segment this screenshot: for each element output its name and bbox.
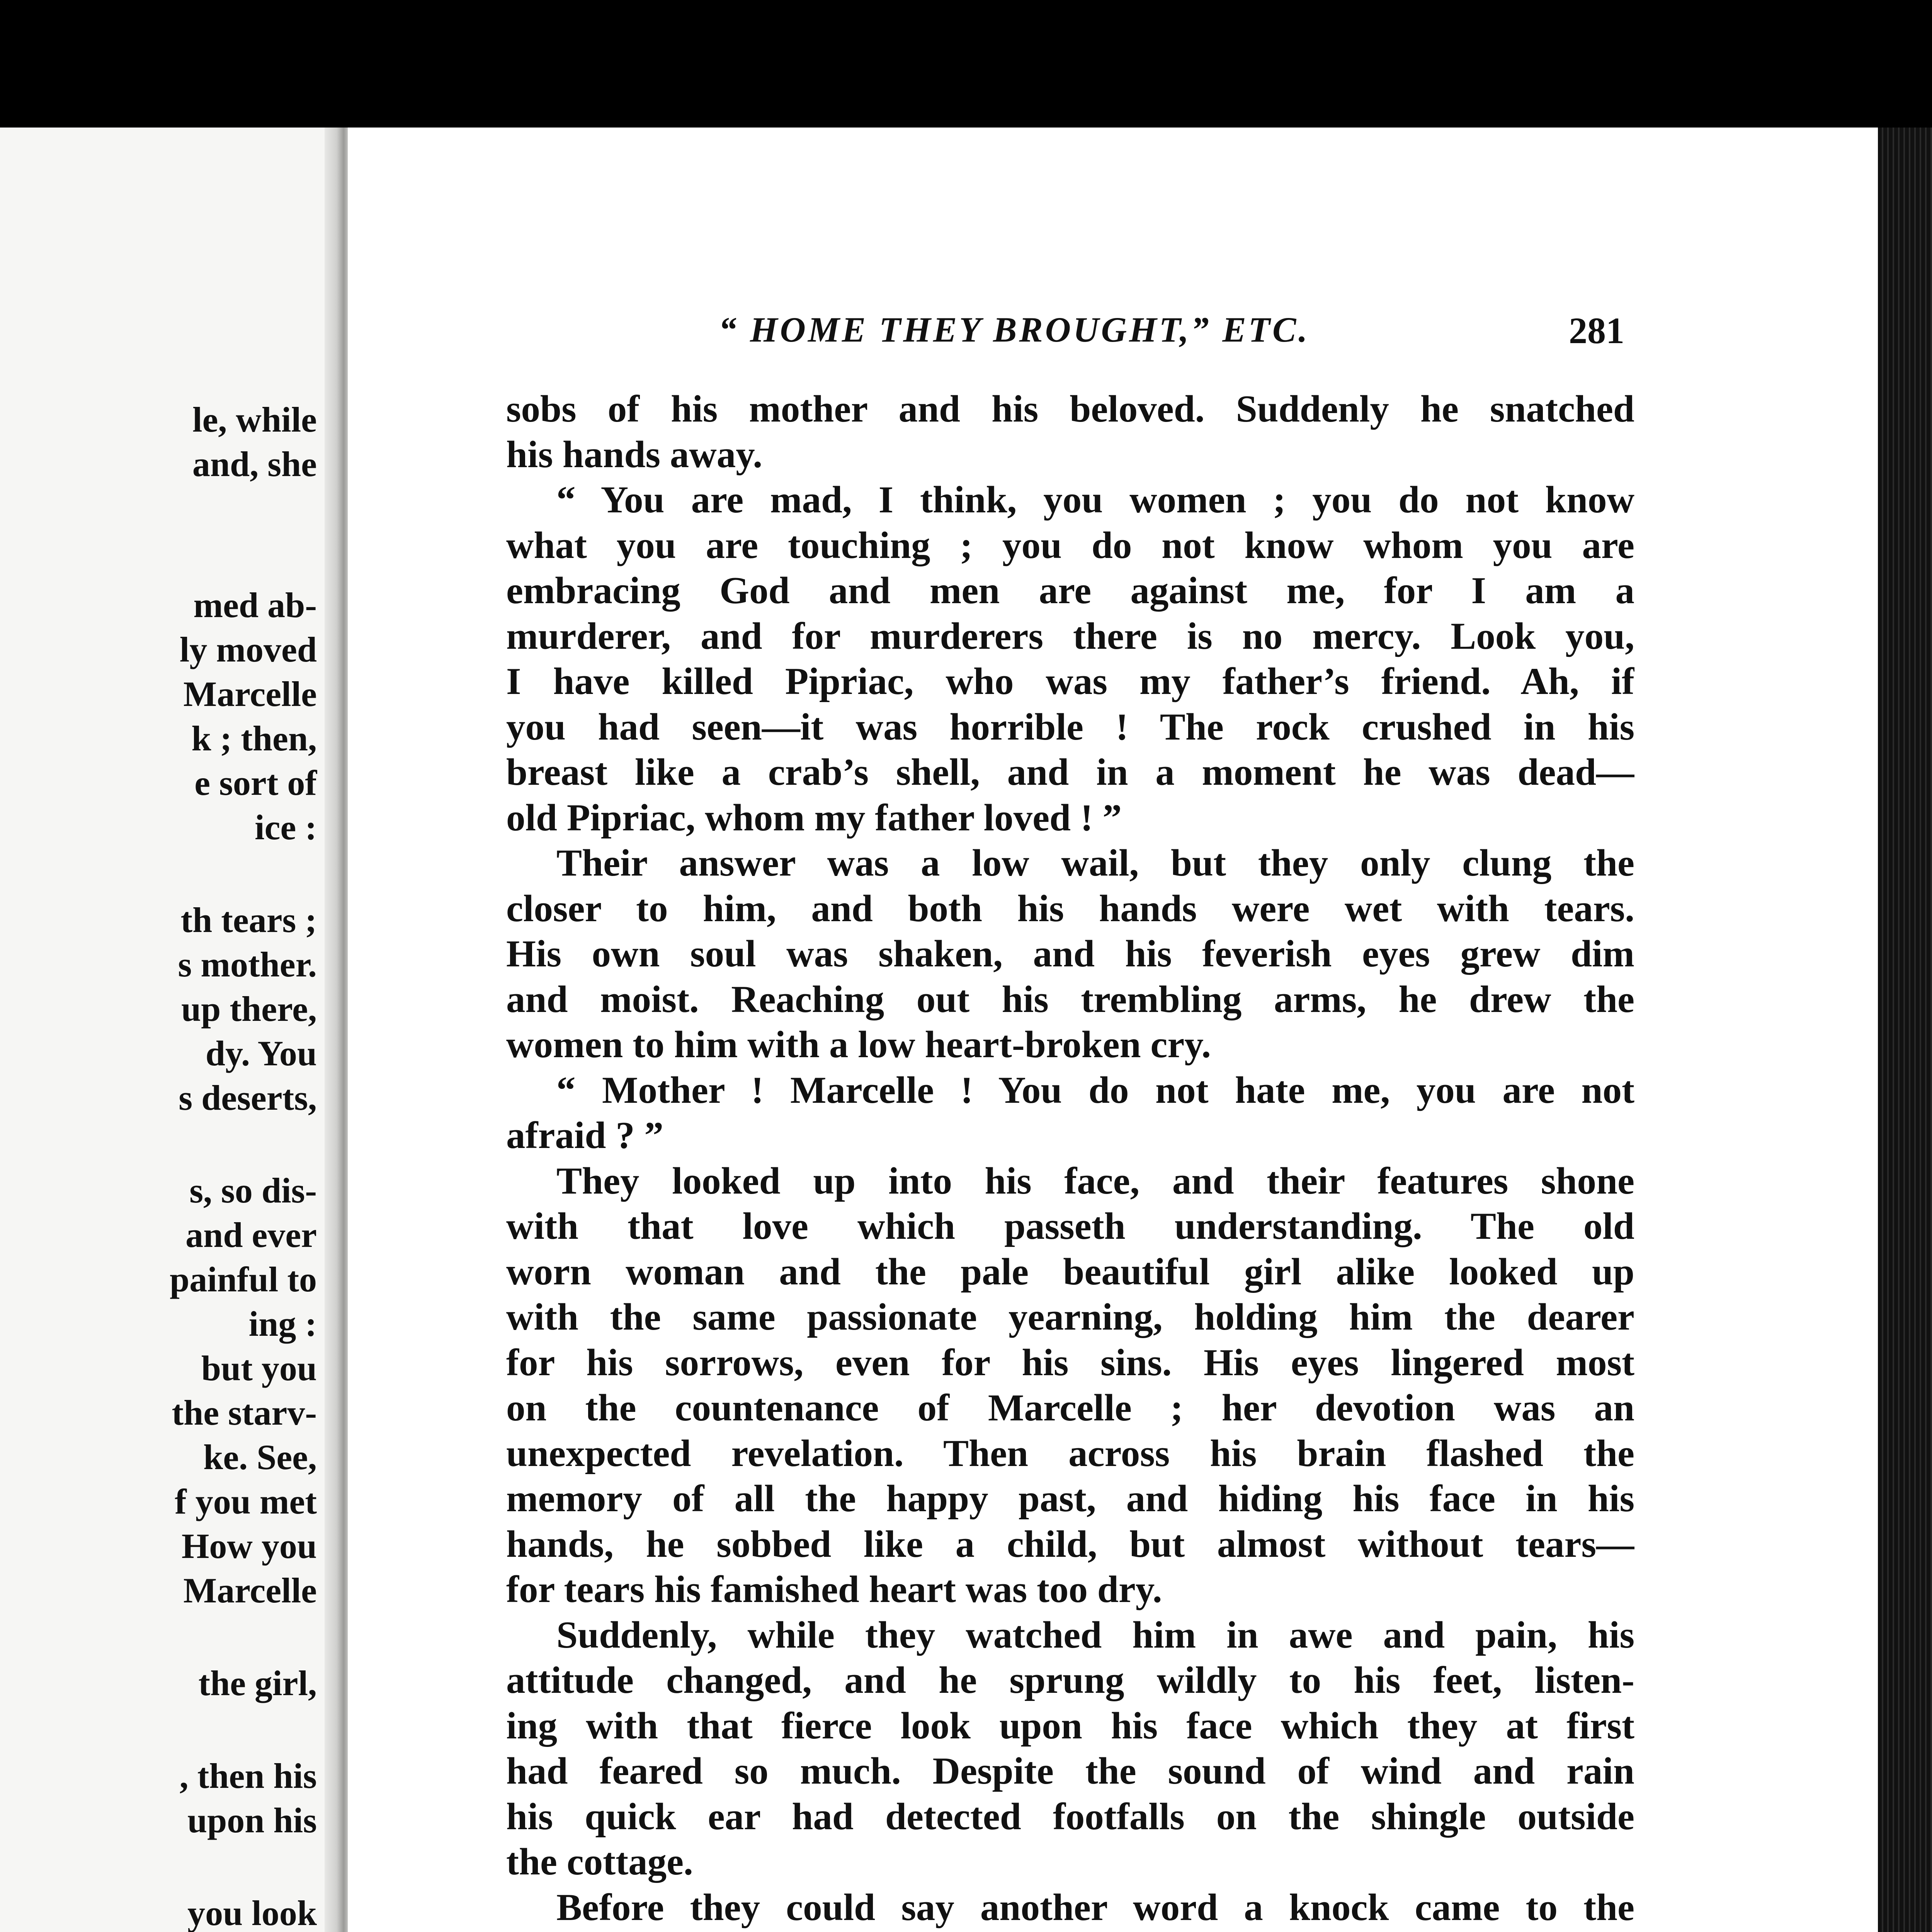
text-line: on the countenance of Marcelle ; her devotion was an xyxy=(506,1387,1634,1429)
left-page-fragment: upon his xyxy=(187,1801,317,1840)
left-page-fragment: ly moved xyxy=(179,630,317,669)
text-line: his hands away. xyxy=(506,433,763,476)
left-page-fragment: th tears ; xyxy=(180,900,317,940)
text-line: the cottage. xyxy=(506,1841,693,1883)
text-line: ing with that fierce look upon his face which they at first xyxy=(506,1704,1634,1747)
text-line: worn woman and the pale beautiful girl alike looked up xyxy=(506,1250,1634,1293)
left-page-fragment: up there, xyxy=(181,989,317,1029)
text-line: Suddenly, while they watched him in awe and pain, his xyxy=(556,1614,1634,1656)
left-page-fragment: and, she xyxy=(192,444,317,484)
text-line: hands, he sobbed like a child, but almost without tears— xyxy=(506,1523,1634,1565)
left-page-fragment: med ab- xyxy=(193,585,317,625)
text-line: closer to him, and both his hands were wet with tears. xyxy=(506,887,1634,930)
text-line: afraid ? ” xyxy=(506,1114,663,1156)
text-line: His own soul was shaken, and his feverish eyes grew dim xyxy=(506,933,1634,975)
left-page-fragment: the starv- xyxy=(172,1393,317,1432)
text-line: you had seen—it was horrible ! The rock crushed in his xyxy=(506,706,1634,748)
text-line: unexpected revelation. Then across his brain flashed the xyxy=(506,1432,1634,1475)
text-line: murderer, and for murderers there is no mercy. Look you, xyxy=(506,615,1634,657)
left-page-fragment: and ever xyxy=(185,1215,317,1255)
left-page-fragment: k ; then, xyxy=(191,719,317,758)
text-line: for his sorrows, even for his sins. His eyes lingered most xyxy=(506,1341,1634,1384)
text-line: for tears his famished heart was too dry. xyxy=(506,1568,1162,1611)
text-line: Their answer was a low wail, but they only clung the xyxy=(556,842,1634,884)
left-page-fragment: the girl, xyxy=(198,1663,317,1703)
text-line: “ You are mad, I think, you women ; you do not know xyxy=(556,479,1634,521)
text-line: I have killed Pipriac, who was my father’s friend. Ah, if xyxy=(506,660,1634,702)
text-line: embracing God and men are against me, for I am a xyxy=(506,570,1634,612)
previous-page-edge xyxy=(0,128,332,1932)
text-line: Before they could say another word a knock came to the xyxy=(556,1886,1634,1929)
running-head: “ HOME THEY BROUGHT,” ETC. xyxy=(719,310,1310,349)
text-line: and moist. Reaching out his trembling arms, he drew the xyxy=(506,978,1634,1020)
left-page-fragment: but you xyxy=(201,1349,317,1388)
left-page-fragment: ke. See, xyxy=(203,1437,317,1477)
left-page-fragment: dy. You xyxy=(205,1034,317,1073)
left-page-fragment: e sort of xyxy=(194,763,317,803)
text-line: attitude changed, and he sprung wildly to his feet, listen- xyxy=(506,1659,1634,1701)
left-page-fragment: ing : xyxy=(248,1304,317,1344)
left-page-fragment: s mother. xyxy=(178,945,317,984)
text-line: his quick ear had detected footfalls on the shingle outside xyxy=(506,1795,1634,1838)
text-line: They looked up into his face, and their features shone xyxy=(556,1160,1634,1202)
text-line: women to him with a low heart-broken cry. xyxy=(506,1024,1211,1066)
text-line: old Pipriac, whom my father loved ! ” xyxy=(506,796,1122,839)
text-line: with the same passionate yearning, holding him the dearer xyxy=(506,1296,1634,1338)
left-page-fragment: Marcelle xyxy=(183,1571,317,1610)
text-line: memory of all the happy past, and hiding his face in his xyxy=(506,1478,1634,1520)
left-page-fragment: f you met xyxy=(175,1482,317,1521)
page-number: 281 xyxy=(1569,310,1624,351)
text-line: what you are touching ; you do not know whom you are xyxy=(506,524,1634,566)
left-page-fragment: you look xyxy=(187,1893,317,1932)
left-page-fragment: painful to xyxy=(170,1260,317,1299)
left-page-fragment: Marcelle xyxy=(183,674,317,714)
text-line: breast like a crab’s shell, and in a moment he was dead— xyxy=(506,751,1634,793)
left-page-fragment: ice : xyxy=(255,808,317,847)
text-line: “ Mother ! Marcelle ! You do not hate me, you are not xyxy=(556,1069,1634,1111)
page-edges xyxy=(1878,128,1932,1932)
text-line xyxy=(506,1930,1634,1932)
text-line: sobs of his mother and his beloved. Suddenly he snatched xyxy=(506,388,1634,430)
body-text xyxy=(506,386,1634,1932)
left-page-fragment: le, while xyxy=(192,400,317,439)
text-line: with that love which passeth understanding. The old xyxy=(506,1205,1634,1247)
left-page-fragment: s deserts, xyxy=(179,1078,317,1117)
text-line: had feared so much. Despite the sound of wind and rain xyxy=(506,1750,1634,1792)
left-page-fragment: s, so dis- xyxy=(189,1171,317,1210)
left-page-fragment: , then his xyxy=(179,1756,317,1796)
left-page-fragment: How you xyxy=(181,1526,317,1566)
